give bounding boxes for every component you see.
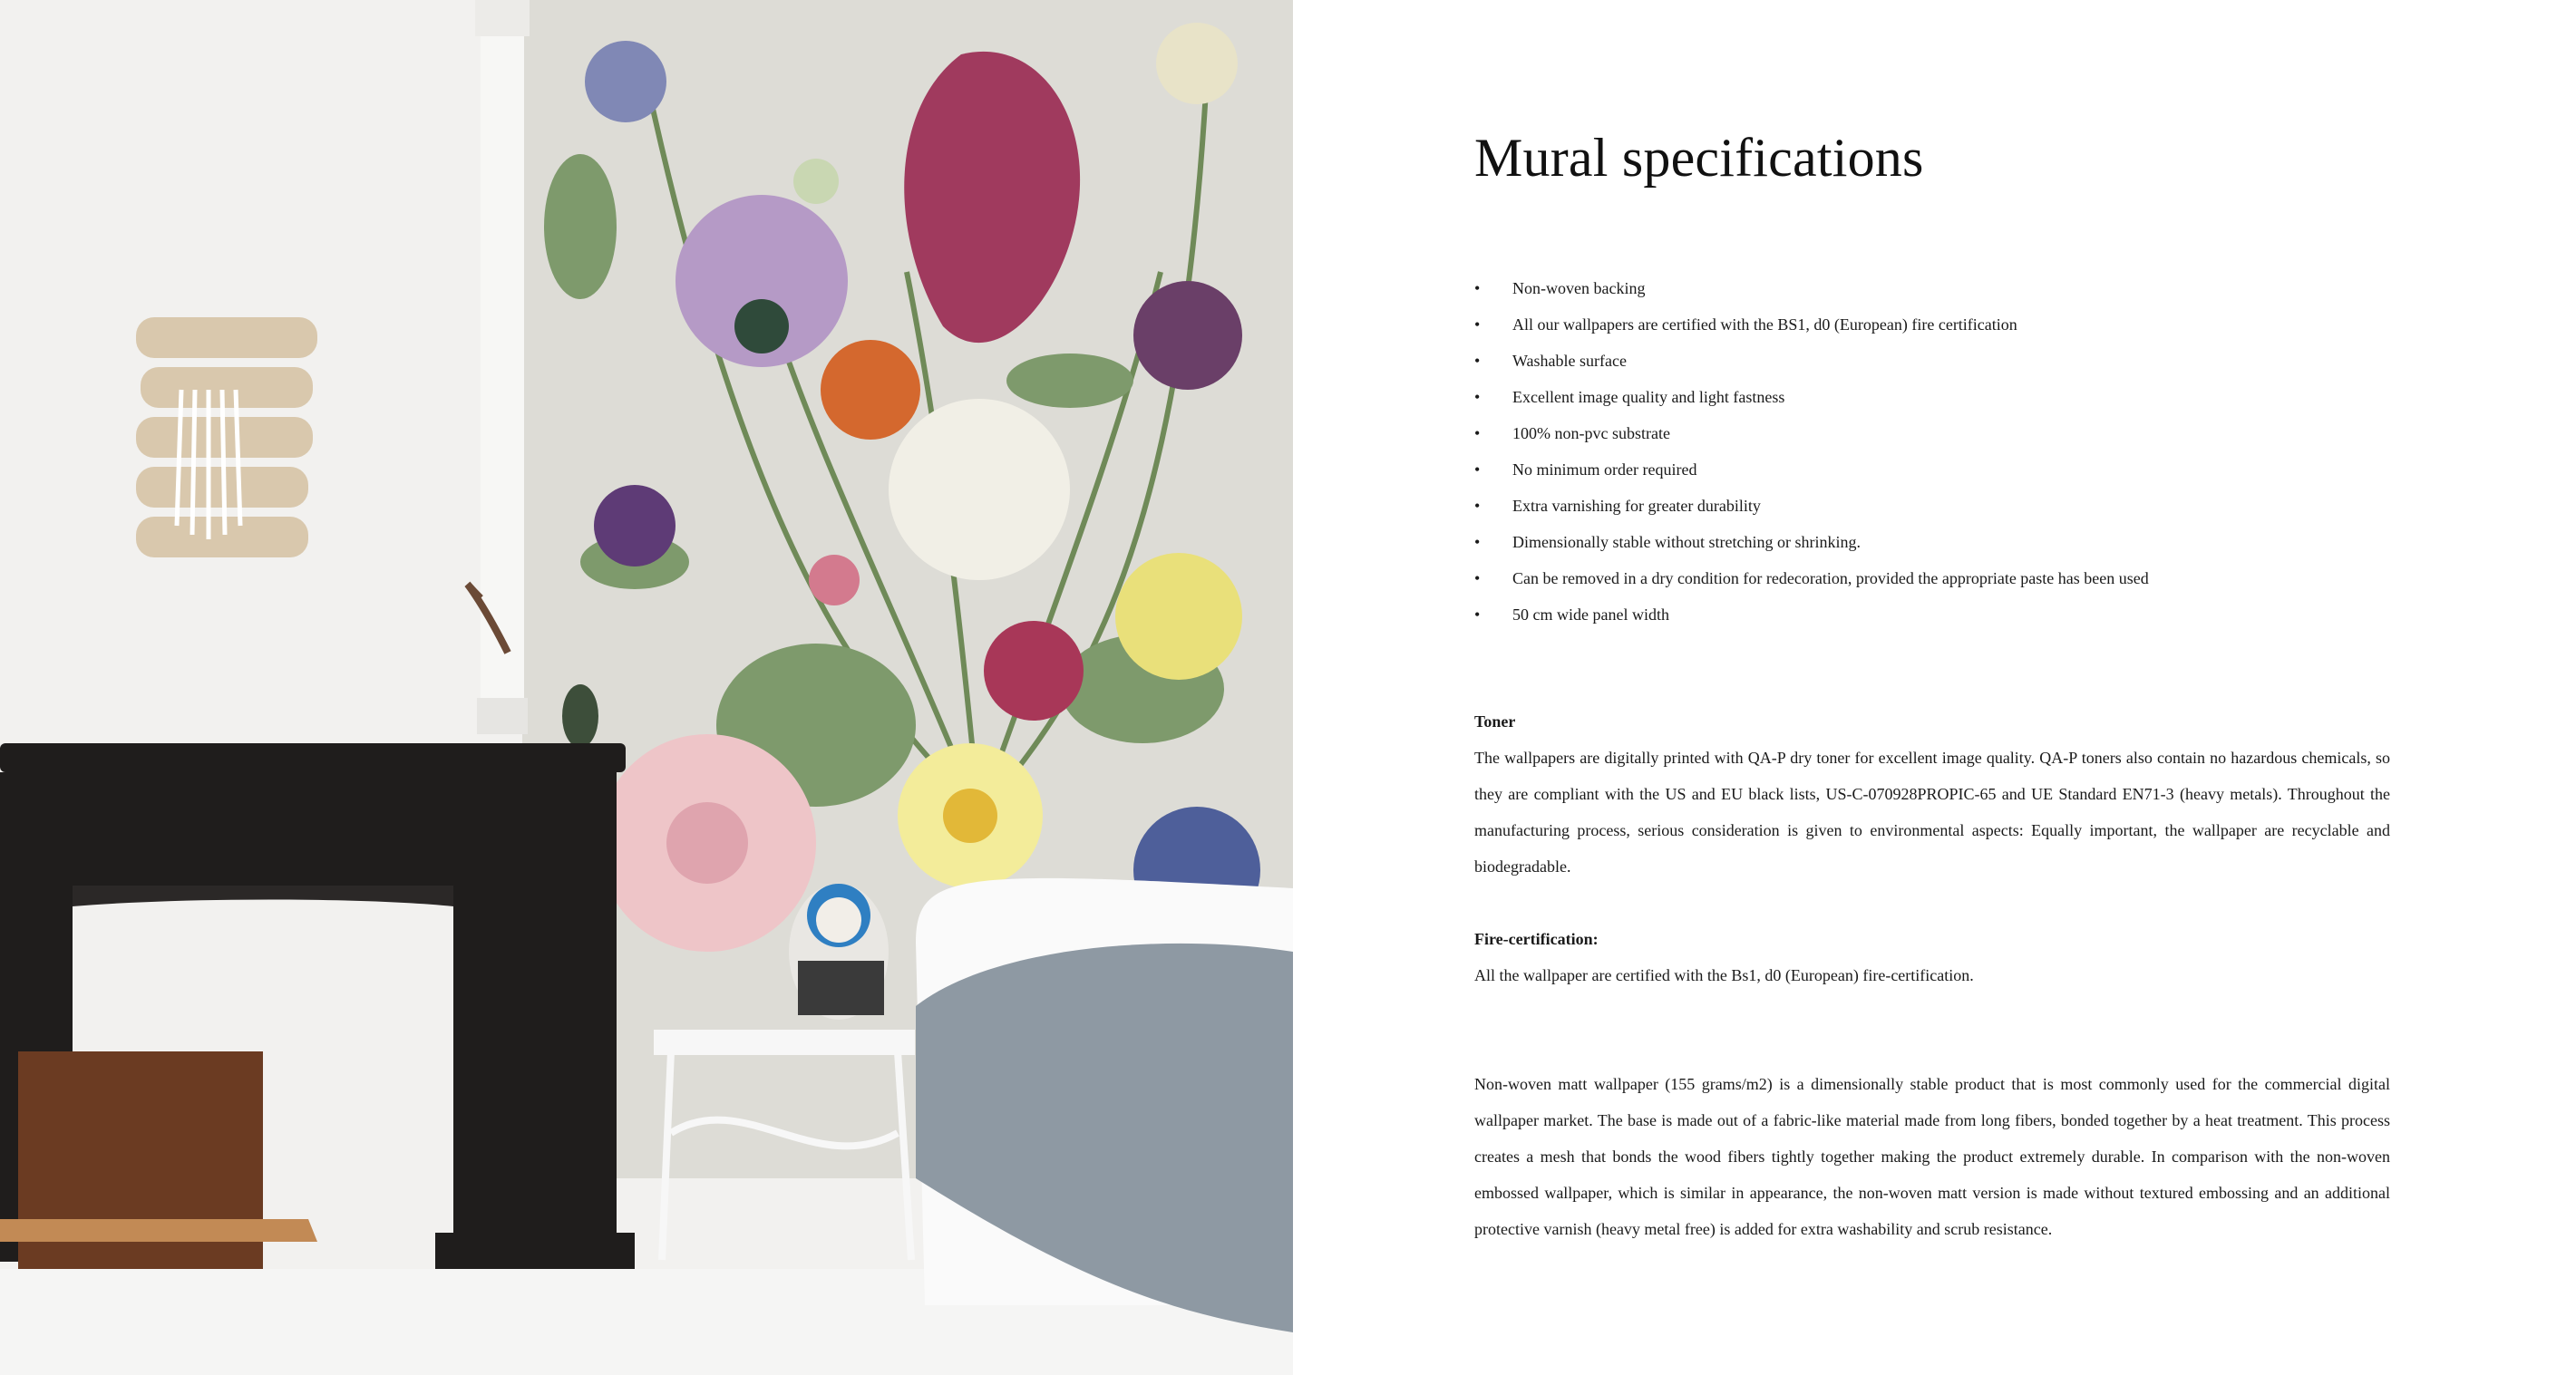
specifications-page [1293,0,2576,1375]
list-item: • Washable surface [1474,343,2435,379]
fire-certification-heading: Fire-certification: [1474,930,1599,948]
fire-certification-section [1474,921,2390,993]
bullet-dot: • [1474,315,1481,334]
toner-heading: Toner [1474,712,1516,731]
toner-paragraph: The wallpapers are digitally printed with QA-P dry toner for excellent image quality. QA-P toners also contain no hazardous chemicals, so they are compliant with the US and EU black lists, US-C-070928PROPIC-65 and UE Standard EN71-3 (heavy metals). Throughout the manufacturing process, serious consideration is given to environmental aspects: Equally important, the wallpaper are recyclable and biodegradable. [1474,749,2390,876]
list-item: • Non-woven backing [1474,270,2435,306]
page-title: Mural specifications [1474,128,1924,188]
list-item: • Extra varnishing for greater durability [1474,488,2435,524]
non-woven-section [1474,1066,2390,1247]
bullet-dot: • [1474,460,1481,479]
bullet-dot: • [1474,605,1481,624]
wooden-tray [0,1219,317,1242]
bullet-dot: • [1474,388,1481,406]
toy-figure [789,884,889,1020]
fire-certification-paragraph: All the wallpaper are certified with the Bs1, d0 (European) fire-certification. [1474,966,1974,984]
list-item: • 100% non-pvc substrate [1474,415,2435,451]
white-bed [916,878,1293,1332]
list-item: • No minimum order required [1474,451,2435,488]
list-item: • All our wallpapers are certified with the BS1, d0 (European) fire certification [1474,306,2435,343]
list-item: • 50 cm wide panel width [1474,596,2435,633]
toner-section [1474,703,2390,885]
bullet-dot: • [1474,352,1481,370]
non-woven-paragraph: Non-woven matt wallpaper (155 grams/m2) is a dimensionally stable product that is most commonly used for the commercial digital wallpaper market. The base is made out of a fabric-like material made from long fibers, bonded together by a heat treatment. This process creates a mesh that bonds the wood fibers tightly together making the product extremely durable. In comparison with the non-woven embossed wallpaper, which is similar in appearance, the non-woven matt version is made without textured embossing and an additional protective varnish (heavy metal free) is added for extra washability and scrub resistance. [1474,1075,2390,1238]
spec-bullet-list [1474,270,2435,633]
list-item: • Can be removed in a dry condition for redecoration, provided the appropriate paste has been used [1474,560,2435,596]
white-column [481,0,524,734]
bullet-dot: • [1474,279,1481,297]
list-item: • Dimensionally stable without stretching or shrinking. [1474,524,2435,560]
bullet-dot: • [1474,497,1481,515]
bullet-dot: • [1474,533,1481,551]
bullet-dot: • [1474,569,1481,587]
bullet-dot: • [1474,424,1481,442]
list-item: • Excellent image quality and light fastness [1474,379,2435,415]
